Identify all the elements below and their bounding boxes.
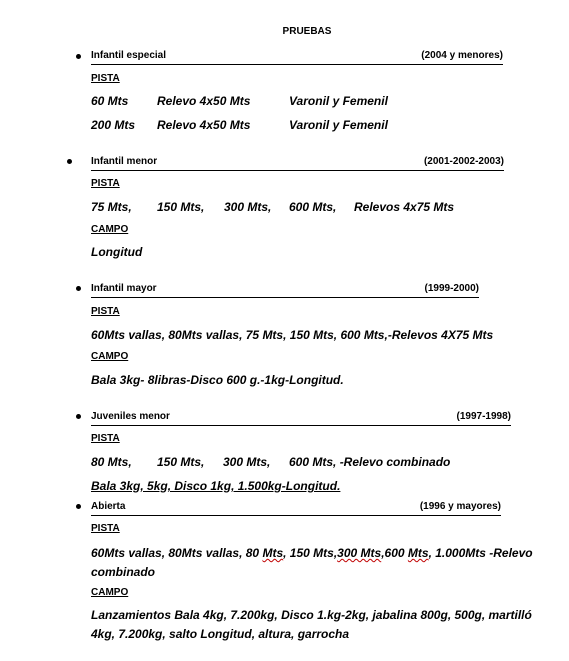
pista-row xyxy=(91,118,511,134)
event-item: 60 Mts xyxy=(91,94,129,108)
pista-row xyxy=(91,94,511,110)
event-item: 150 Mts, xyxy=(157,200,205,214)
misspelled-word: 300 Mts xyxy=(337,546,382,560)
event-item: 150 Mts, xyxy=(157,455,205,469)
category-header-infantil-mayor xyxy=(91,283,479,298)
bullet-icon xyxy=(76,504,81,509)
pista-label: PISTA xyxy=(91,178,120,189)
campo-label: CAMPO xyxy=(91,224,129,235)
pista-text: , 150 Mts, xyxy=(283,546,338,560)
event-item: 200 Mts xyxy=(91,118,136,132)
event-item: 600 Mts, xyxy=(289,200,337,214)
category-header-infantil-menor xyxy=(91,156,504,171)
misspelled-word: Mts xyxy=(407,546,429,560)
category-name: Infantil mayor xyxy=(91,283,157,294)
page-title: PRUEBAS xyxy=(282,26,332,37)
bullet-icon xyxy=(67,159,72,164)
category-years: (1996 y mayores) xyxy=(419,501,501,512)
bullet-icon xyxy=(76,54,81,59)
event-item: 300 Mts, xyxy=(224,200,272,214)
campo-row: Bala 3kg- 8libras-Disco 600 g.-1kg-Longitud. xyxy=(91,373,344,387)
pista-row: 60Mts vallas, 80Mts vallas, 75 Mts, 150 Mts, 600 Mts,-Relevos 4X75 Mts xyxy=(91,328,494,342)
pista-label: PISTA xyxy=(91,433,120,444)
event-item: 600 Mts, -Relevo combinado xyxy=(289,455,451,469)
category-years: (1999-2000) xyxy=(424,283,479,294)
event-item: 80 Mts, xyxy=(91,455,132,469)
event-item: Varonil y Femenil xyxy=(289,94,388,108)
event-item: Relevo 4x50 Mts xyxy=(157,94,251,108)
misspelled-word: Mts xyxy=(262,546,284,560)
event-item: 75 Mts, xyxy=(91,200,132,214)
pista-row xyxy=(91,455,471,471)
campo-row: Lanzamientos Bala 4kg, 7.200kg, Disco 1.kg-2kg, jabalina 800g, 500g, martilló 4kg, 7.200kg, salto Longitud, altura, garrocha xyxy=(91,608,532,641)
pista-label: PISTA xyxy=(91,73,120,84)
pista-text: , 1.000Mts -Relevo combinado xyxy=(91,546,533,579)
campo-label: CAMPO xyxy=(91,587,129,598)
category-name: Infantil especial xyxy=(91,50,167,61)
bullet-icon xyxy=(76,414,81,419)
category-name: Infantil menor xyxy=(91,156,158,167)
category-years: (2001-2002-2003) xyxy=(423,156,504,167)
category-years: (2004 y menores) xyxy=(421,50,503,61)
category-name: Juveniles menor xyxy=(91,411,170,422)
pista-row xyxy=(91,200,471,216)
campo-row: Longitud xyxy=(91,245,143,259)
category-name: Abierta xyxy=(91,501,126,512)
campo-label: CAMPO xyxy=(91,351,129,362)
category-header-juveniles-menor xyxy=(91,411,511,426)
pista-text: 60Mts vallas, 80Mts vallas, 80 xyxy=(91,546,263,560)
event-item: Relevos 4x75 Mts xyxy=(354,200,455,214)
pista-text: ,600 xyxy=(381,546,408,560)
pista-label: PISTA xyxy=(91,306,120,317)
pista-row xyxy=(91,544,551,582)
campo-row: Bala 3kg, 5kg, Disco 1kg, 1.500kg-Longitud. xyxy=(91,479,341,493)
category-header-infantil-especial xyxy=(91,50,503,65)
category-years: (1997-1998) xyxy=(456,411,511,422)
event-item: 300 Mts, xyxy=(223,455,271,469)
event-item: Relevo 4x50 Mts xyxy=(157,118,251,132)
event-item: Varonil y Femenil xyxy=(289,118,388,132)
bullet-icon xyxy=(76,286,81,291)
pista-label: PISTA xyxy=(91,523,120,534)
category-header-abierta xyxy=(91,501,501,516)
